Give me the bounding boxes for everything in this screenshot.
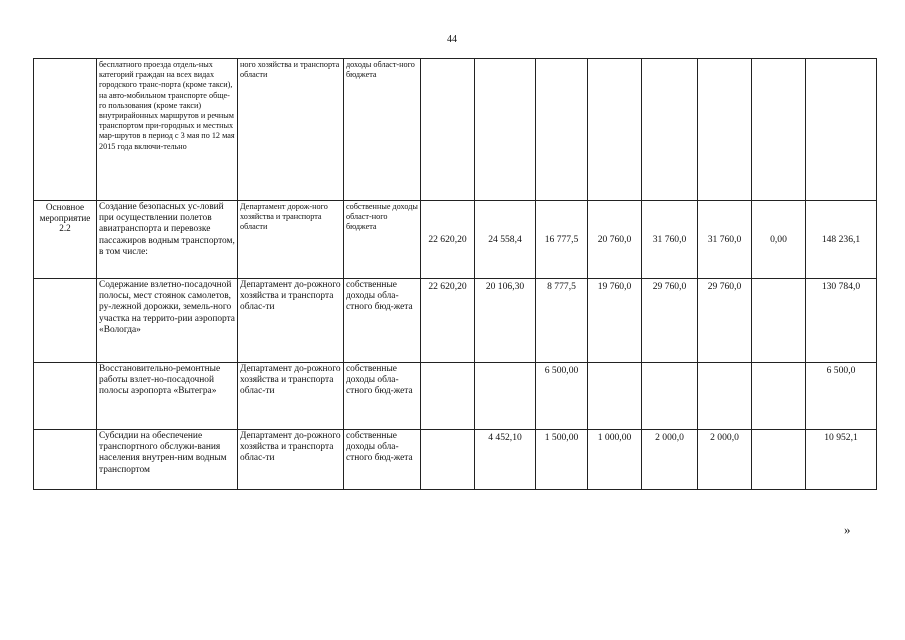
value-cell: 2 000,0 xyxy=(698,430,752,490)
row-name: Содержание взлетно-посадочной полосы, мест стоянок самолетов, ру-лежной дорожки, земель-ного участка на террито-рии аэропорта «Вологда» xyxy=(97,279,238,363)
row-code xyxy=(34,430,97,490)
value-cell: 22 620,20 xyxy=(421,279,475,363)
row-name: Субсидии на обеспечение транспортного обслужи-вания населения внутрен-ним водным транспортом xyxy=(97,430,238,490)
closing-quote-mark: » xyxy=(844,522,851,537)
row-code: Основное мероприятие 2.2 xyxy=(34,201,97,279)
value-cell: 20 760,0 xyxy=(588,201,642,279)
value-cell xyxy=(642,363,698,430)
value-cell: 29 760,0 xyxy=(642,279,698,363)
value-cell: 31 760,0 xyxy=(698,201,752,279)
value-cell xyxy=(698,363,752,430)
value-cell xyxy=(475,59,536,201)
value-cell xyxy=(588,363,642,430)
value-cell: 31 760,0 xyxy=(642,201,698,279)
value-cell xyxy=(698,59,752,201)
value-cell xyxy=(421,59,475,201)
value-cell xyxy=(752,279,806,363)
value-cell: 6 500,00 xyxy=(536,363,588,430)
row-executor: Департамент до-рожного хозяйства и транспорта облас-ти xyxy=(238,279,344,363)
value-cell: 29 760,0 xyxy=(698,279,752,363)
row-code xyxy=(34,363,97,430)
row-name: бесплатного проезда отдель-ных категорий граждан на всех видах городского транс-порта (кроме такси), на авто-мобильном транспорте обще-го пользования (кроме такси) внутрирайонных маршрутов и речным транспортом при-городных и местных мар-шрутов в период с 3 мая по 12 мая 2015 года включи-тельно xyxy=(97,59,238,201)
table-row xyxy=(34,363,877,430)
table-row xyxy=(34,430,877,490)
page-number: 44 xyxy=(447,34,457,45)
value-cell: 0,00 xyxy=(752,201,806,279)
row-source: собственные доходы обла-стного бюд-жета xyxy=(344,279,421,363)
value-cell: 22 620,20 xyxy=(421,201,475,279)
value-cell: 20 106,30 xyxy=(475,279,536,363)
row-executor: Департамент до-рожного хозяйства и транспорта облас-ти xyxy=(238,363,344,430)
value-cell: 130 784,0 xyxy=(806,279,877,363)
row-source: доходы област-ного бюджета xyxy=(344,59,421,201)
row-name: Создание безопасных ус-ловий при осуществлении полетов авиатранспорта и перевозке пассажиров водным транспортом, в том числе: xyxy=(97,201,238,279)
value-cell: 8 777,5 xyxy=(536,279,588,363)
row-code xyxy=(34,279,97,363)
row-executor: ного хозяйства и транспорта области xyxy=(238,59,344,201)
row-executor: Департамент дорож-ного хозяйства и транспорта области xyxy=(238,201,344,279)
value-cell xyxy=(752,363,806,430)
value-cell xyxy=(421,363,475,430)
value-cell xyxy=(806,59,877,201)
table-row xyxy=(34,59,877,201)
row-source: собственные доходы област-ного бюджета xyxy=(344,201,421,279)
value-cell xyxy=(421,430,475,490)
row-name: Восстановительно-ремонтные работы взлет-но-посадочной полосы аэропорта «Вытегра» xyxy=(97,363,238,430)
table-row xyxy=(34,201,877,279)
value-cell xyxy=(752,430,806,490)
row-source: собственные доходы обла-стного бюд-жета xyxy=(344,430,421,490)
table-row xyxy=(34,279,877,363)
value-cell: 2 000,0 xyxy=(642,430,698,490)
value-cell: 6 500,0 xyxy=(806,363,877,430)
value-cell xyxy=(588,59,642,201)
value-cell: 148 236,1 xyxy=(806,201,877,279)
value-cell xyxy=(752,59,806,201)
value-cell xyxy=(642,59,698,201)
value-cell: 1 500,00 xyxy=(536,430,588,490)
value-cell: 4 452,10 xyxy=(475,430,536,490)
row-executor: Департамент до-рожного хозяйства и транспорта облас-ти xyxy=(238,430,344,490)
row-source: собственные доходы обла-стного бюд-жета xyxy=(344,363,421,430)
row-code xyxy=(34,59,97,201)
value-cell: 24 558,4 xyxy=(475,201,536,279)
value-cell xyxy=(475,363,536,430)
value-cell: 1 000,00 xyxy=(588,430,642,490)
value-cell: 10 952,1 xyxy=(806,430,877,490)
value-cell: 19 760,0 xyxy=(588,279,642,363)
budget-table xyxy=(33,58,877,490)
value-cell: 16 777,5 xyxy=(536,201,588,279)
value-cell xyxy=(536,59,588,201)
